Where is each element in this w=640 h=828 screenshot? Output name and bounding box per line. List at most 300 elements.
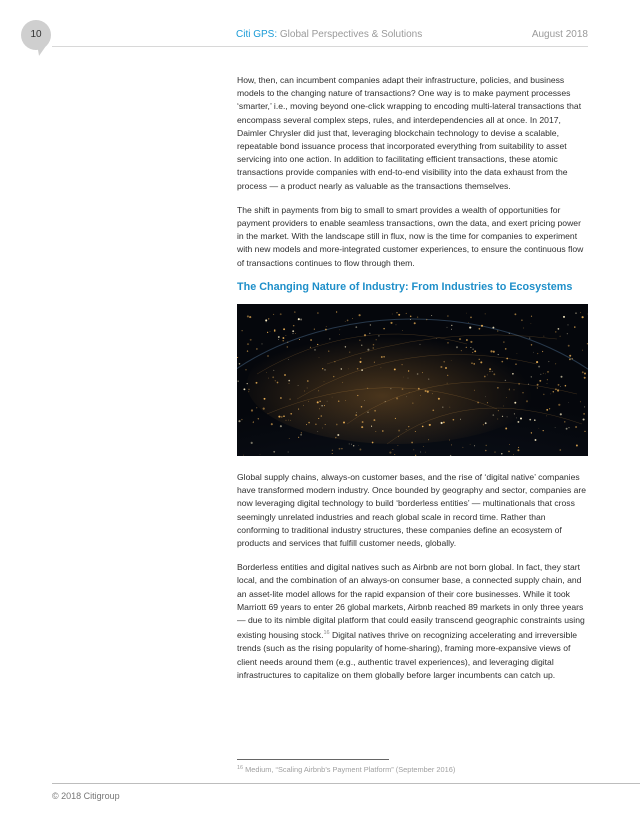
globe-light — [338, 401, 339, 402]
globe-light — [337, 434, 339, 436]
globe-light — [284, 374, 286, 376]
globe-light — [443, 422, 445, 424]
globe-light — [503, 406, 504, 407]
globe-light — [560, 413, 562, 415]
globe-light — [292, 333, 293, 334]
globe-light — [508, 451, 510, 453]
globe-light — [322, 368, 323, 369]
globe-light — [403, 377, 404, 378]
globe-light — [529, 338, 530, 339]
globe-light — [383, 356, 385, 358]
globe-light — [325, 424, 326, 425]
paragraph-4-part-b: Digital natives thrive on recognizing accelerating and irreversible trends (such as the rising popularity of home-sharing), framing more-expansive views of client needs around them (e.g., authentic travel experiences), and leveraging digital infrastructures to capitalize on them globally before larger incumbents can catch up. — [237, 630, 578, 680]
globe-light — [567, 333, 568, 334]
globe-light — [432, 410, 434, 412]
globe-light — [248, 389, 250, 391]
globe-light — [408, 426, 409, 427]
globe-light — [474, 350, 476, 352]
globe-light — [501, 453, 502, 454]
globe-light — [332, 453, 333, 454]
globe-light — [314, 329, 315, 330]
globe-light — [472, 349, 473, 350]
paragraph-1: How, then, can incumbent companies adapt their infrastructure, policies, and business models to the changing nature of transactions? One way is to make payment processes ‘smarter,’ i.e., moving beyond one-click wrapping to encoding multi-lateral transactions that encompass several complex steps, rules, and interdependencies all at once. In 2017, Daimler Chrysler did just that, leveraging blockchain technology to devise a scalable, repeatable bond issuance process that incorporated everything from suitability to asset servicing into one action. In addition to facilitating efficient transactions, these atomic transactions provide companies with end-to-end visibility into the data exhaust from the process — a product nearly as valuable as the transactions themselves. — [237, 75, 582, 191]
globe-light — [546, 416, 547, 417]
globe-light — [289, 398, 291, 400]
globe-light — [362, 421, 364, 423]
globe-light — [396, 324, 397, 325]
globe-light — [505, 380, 506, 381]
globe-light — [546, 409, 548, 411]
globe-light — [423, 446, 424, 447]
globe-light — [317, 431, 318, 432]
globe-light — [428, 379, 429, 380]
paragraph-3: Global supply chains, always-on customer bases, and the rise of ‘digital native’ companies have transformed modern industry. Once bounded by geography and sector, companies are now leveraging digital technology to build ‘borderless entities’ — multinationals that cross seemingly unrelated industries and reach global scale in record time. Rather than conforming to traditional industry structures, these companies define an ecosystem of products and services that fulfill customer needs, globally. — [237, 472, 587, 549]
globe-light — [329, 338, 331, 340]
globe-light — [298, 409, 299, 410]
globe-light — [318, 390, 319, 391]
globe-light — [412, 403, 413, 404]
globe-light — [411, 442, 413, 444]
globe-light — [553, 391, 554, 392]
globe-light — [278, 339, 279, 340]
globe-light — [335, 437, 336, 438]
globe-light — [531, 344, 532, 345]
globe-light — [356, 412, 357, 413]
globe-light — [432, 393, 433, 394]
globe-light — [555, 427, 556, 428]
globe-light — [273, 451, 275, 453]
globe-light — [560, 386, 561, 387]
globe-light — [361, 426, 363, 428]
globe-light — [498, 410, 499, 411]
globe-light — [290, 420, 291, 421]
globe-light — [426, 319, 427, 320]
globe-light — [493, 414, 495, 416]
globe-light — [402, 330, 403, 331]
globe-light — [270, 331, 271, 332]
globe-light — [538, 428, 539, 429]
globe-light — [299, 339, 300, 340]
globe-light — [398, 430, 400, 432]
globe-light — [584, 407, 585, 408]
globe-light — [253, 421, 254, 422]
globe-light — [537, 384, 539, 386]
globe-light — [582, 316, 584, 318]
globe-light — [543, 430, 544, 431]
globe-light — [278, 336, 280, 338]
globe-light — [241, 419, 242, 420]
globe-light — [501, 361, 503, 363]
globe-light — [287, 346, 288, 347]
globe-light — [568, 345, 570, 347]
globe-light — [447, 383, 448, 384]
globe-light — [543, 394, 545, 396]
globe-light — [514, 390, 515, 391]
globe-light — [339, 334, 340, 335]
brand-name: Citi GPS: — [236, 29, 278, 40]
footnote-reference: 16 — [323, 630, 330, 637]
globe-light — [396, 397, 398, 399]
globe-light — [503, 342, 504, 343]
globe-light — [473, 363, 475, 365]
globe-light — [336, 311, 337, 312]
globe-light — [470, 444, 471, 445]
globe-light — [392, 314, 393, 315]
globe-light — [357, 395, 358, 396]
globe-light — [483, 424, 484, 425]
globe-light — [249, 316, 251, 318]
globe-light — [239, 363, 241, 365]
globe-light — [555, 363, 556, 364]
globe-light — [447, 315, 449, 317]
globe-light — [406, 313, 407, 314]
globe-light — [449, 440, 450, 441]
globe-light — [267, 332, 268, 333]
globe-light — [517, 449, 519, 451]
globe-light — [373, 344, 375, 346]
globe-light — [550, 394, 551, 395]
globe-light — [568, 402, 569, 403]
globe-light — [494, 451, 495, 452]
globe-light — [429, 424, 431, 426]
globe-light — [485, 313, 486, 314]
globe-light — [319, 408, 320, 409]
globe-light — [542, 351, 543, 352]
globe-light — [325, 329, 327, 331]
globe-light — [347, 320, 349, 322]
globe-light — [281, 416, 283, 418]
globe-light — [410, 315, 412, 317]
globe-light — [487, 402, 488, 403]
globe-light — [266, 372, 267, 373]
footnote-divider — [237, 759, 389, 760]
globe-light — [358, 445, 359, 446]
globe-light — [583, 419, 585, 421]
globe-light — [451, 445, 452, 446]
globe-light — [413, 449, 414, 450]
globe-light — [460, 419, 461, 420]
globe-light — [547, 379, 548, 380]
globe-light — [247, 383, 248, 384]
globe-light — [441, 422, 443, 424]
globe-light — [474, 390, 475, 391]
globe-light — [509, 389, 510, 390]
globe-light — [580, 312, 581, 313]
globe-light — [294, 311, 296, 313]
globe-light — [484, 376, 486, 378]
globe-light — [361, 406, 363, 408]
globe-light — [327, 401, 328, 402]
globe-light — [262, 344, 263, 345]
globe-light — [280, 425, 282, 427]
globe-network-image — [237, 304, 588, 456]
globe-light — [247, 343, 249, 345]
globe-light — [517, 421, 519, 423]
globe-light — [376, 339, 377, 340]
globe-light — [565, 385, 567, 387]
globe-light — [308, 422, 310, 424]
globe-light — [509, 333, 510, 334]
globe-light — [293, 325, 295, 327]
globe-light — [505, 348, 507, 350]
globe-light — [536, 361, 538, 363]
globe-light — [558, 404, 560, 406]
globe-light — [431, 315, 432, 316]
globe-light — [513, 454, 514, 455]
globe-light — [417, 317, 418, 318]
globe-light — [563, 316, 565, 318]
globe-light — [328, 351, 329, 352]
globe-light — [300, 434, 302, 436]
globe-light — [332, 397, 333, 398]
globe-light — [260, 454, 261, 455]
globe-light — [282, 337, 284, 339]
globe-light — [289, 438, 290, 439]
globe-light — [319, 357, 320, 358]
globe-light — [516, 353, 517, 354]
globe-light — [383, 328, 385, 330]
globe-light — [265, 319, 267, 321]
globe-light — [575, 426, 577, 428]
globe-light — [267, 355, 268, 356]
globe-light — [537, 387, 538, 388]
paragraph-4 — [237, 561, 589, 682]
globe-light — [529, 419, 531, 421]
globe-light — [317, 344, 318, 345]
section-heading: The Changing Nature of Industry: From Industries to Ecosystems — [237, 280, 573, 293]
globe-light — [339, 329, 340, 330]
globe-light — [243, 455, 244, 456]
globe-light — [295, 333, 296, 334]
page-number-badge — [21, 20, 51, 50]
globe-light — [359, 340, 360, 341]
globe-light — [406, 396, 407, 397]
footnote — [237, 765, 455, 774]
globe-light — [415, 454, 416, 455]
globe-light — [485, 450, 487, 452]
globe-light — [547, 371, 548, 372]
globe-light — [509, 389, 510, 390]
globe-light — [280, 397, 282, 399]
globe-light — [420, 452, 421, 453]
globe-light — [443, 361, 445, 363]
globe-light — [401, 364, 402, 365]
globe-light — [521, 319, 523, 321]
main-content — [237, 74, 589, 693]
globe-light — [360, 358, 361, 359]
globe-light — [321, 405, 322, 406]
globe-light — [272, 376, 274, 378]
globe-light — [587, 314, 588, 315]
globe-light — [290, 413, 292, 415]
globe-light — [459, 338, 461, 340]
globe-light — [373, 419, 375, 421]
globe-light — [266, 321, 267, 322]
globe-light — [526, 400, 528, 402]
globe-light — [486, 445, 487, 446]
globe-light — [310, 339, 312, 341]
globe-light — [333, 376, 334, 377]
globe-light — [357, 368, 359, 370]
globe-light — [576, 445, 578, 447]
globe-light — [469, 327, 471, 329]
globe-light — [543, 373, 544, 374]
globe-light — [523, 328, 524, 329]
globe-light — [582, 371, 584, 373]
globe-light — [420, 395, 421, 396]
globe-light — [370, 324, 371, 325]
globe-light — [580, 401, 581, 402]
paragraph-4-part-a: Borderless entities and digital natives such as Airbnb are not born global. In fact, they start local, and the combination of an always-on consumer base, a connected supply chain, and an asset-lite model allows for the rapid expansion of their core businesses. While it took Marriott 69 years to enter 26 global markets, Airbnb reached 89 markets in only three years — due to its nimble digital platform that could easily transcend geographic constraints using existing housing stock. — [237, 562, 585, 641]
globe-light — [461, 350, 462, 351]
globe-light — [425, 390, 427, 392]
globe-light — [375, 431, 376, 432]
globe-light — [560, 336, 561, 337]
globe-light — [533, 352, 534, 353]
globe-light — [497, 387, 498, 388]
globe-light — [367, 412, 368, 413]
globe-light — [502, 416, 503, 417]
globe-light — [442, 407, 443, 408]
globe-light — [251, 409, 253, 411]
globe-light — [436, 338, 437, 339]
globe-light — [472, 352, 473, 353]
globe-light — [559, 449, 561, 451]
globe-light — [390, 388, 391, 389]
page-number: 10 — [30, 29, 42, 40]
globe-light — [371, 426, 372, 427]
globe-light — [574, 326, 575, 327]
globe-light — [466, 339, 468, 341]
globe-light — [268, 378, 269, 379]
globe-light — [539, 380, 541, 382]
globe-light — [349, 352, 350, 353]
globe-light — [531, 316, 532, 317]
globe-light — [256, 382, 258, 384]
globe-light — [378, 335, 379, 336]
globe-light — [288, 420, 289, 421]
globe-light — [382, 430, 384, 432]
globe-light — [306, 424, 307, 425]
globe-light — [314, 349, 316, 351]
globe-light — [414, 322, 416, 324]
globe-light — [324, 381, 325, 382]
globe-light — [492, 371, 493, 372]
globe-light — [427, 391, 429, 393]
globe-light — [558, 384, 560, 386]
globe-light — [283, 328, 285, 330]
globe-light — [320, 415, 322, 417]
globe-light — [534, 419, 536, 421]
globe-light — [567, 324, 568, 325]
globe-light — [288, 359, 289, 360]
globe-light — [317, 401, 319, 403]
globe-light — [531, 376, 532, 377]
globe-light — [428, 439, 429, 440]
globe-light — [341, 368, 342, 369]
globe-light — [583, 413, 585, 415]
globe-light — [522, 392, 523, 393]
globe-light — [292, 330, 294, 332]
globe-light — [470, 341, 472, 343]
globe-light — [531, 432, 532, 433]
globe-light — [544, 336, 545, 337]
globe-light — [453, 419, 455, 421]
header-title — [236, 29, 422, 40]
globe-light — [278, 416, 280, 418]
globe-light — [372, 442, 374, 444]
globe-light — [537, 353, 538, 354]
globe-light — [349, 443, 350, 444]
globe-light — [245, 369, 246, 370]
globe-light — [485, 396, 486, 397]
globe-light — [277, 382, 279, 384]
globe-light — [474, 445, 475, 446]
globe-light — [549, 408, 550, 409]
globe-light — [514, 413, 515, 414]
globe-light — [480, 361, 482, 363]
globe-light — [317, 312, 319, 314]
globe-light — [561, 376, 563, 378]
globe-light — [359, 314, 361, 316]
globe-light — [319, 401, 320, 402]
footnote-number: 16 — [237, 765, 244, 771]
globe-light — [538, 366, 540, 368]
globe-light — [584, 372, 586, 374]
globe-light — [286, 335, 287, 336]
globe-light — [285, 420, 286, 421]
globe-light — [569, 359, 571, 361]
globe-light — [247, 350, 248, 351]
globe-light — [361, 345, 362, 346]
globe-light — [345, 321, 346, 322]
globe-light — [485, 422, 487, 424]
globe-light — [392, 449, 393, 450]
header-subtitle: Global Perspectives & Solutions — [279, 29, 423, 40]
globe-light — [468, 322, 469, 323]
globe-light — [345, 400, 346, 401]
globe-light — [489, 371, 490, 372]
globe-light — [396, 312, 397, 313]
header-divider — [52, 46, 588, 47]
globe-light — [373, 347, 374, 348]
globe-light — [425, 452, 426, 453]
globe-light — [364, 400, 365, 401]
globe-light — [584, 377, 586, 379]
globe-light — [322, 428, 323, 429]
globe-light — [497, 331, 498, 332]
globe-light — [288, 452, 289, 453]
globe-light — [238, 420, 240, 422]
globe-light — [283, 415, 285, 417]
globe-light — [359, 449, 361, 451]
globe-light — [481, 325, 483, 327]
globe-light — [470, 347, 471, 348]
globe-light — [307, 380, 309, 382]
globe-light — [389, 452, 391, 454]
globe-light — [381, 356, 383, 358]
globe-light — [339, 448, 341, 450]
globe-light — [447, 375, 448, 376]
globe-light — [374, 410, 376, 412]
globe-light — [490, 350, 492, 352]
globe-light — [273, 370, 274, 371]
globe-light — [548, 361, 549, 362]
globe-light — [318, 418, 319, 419]
globe-light — [587, 343, 588, 344]
globe-light — [512, 373, 514, 375]
globe-light — [498, 354, 499, 355]
